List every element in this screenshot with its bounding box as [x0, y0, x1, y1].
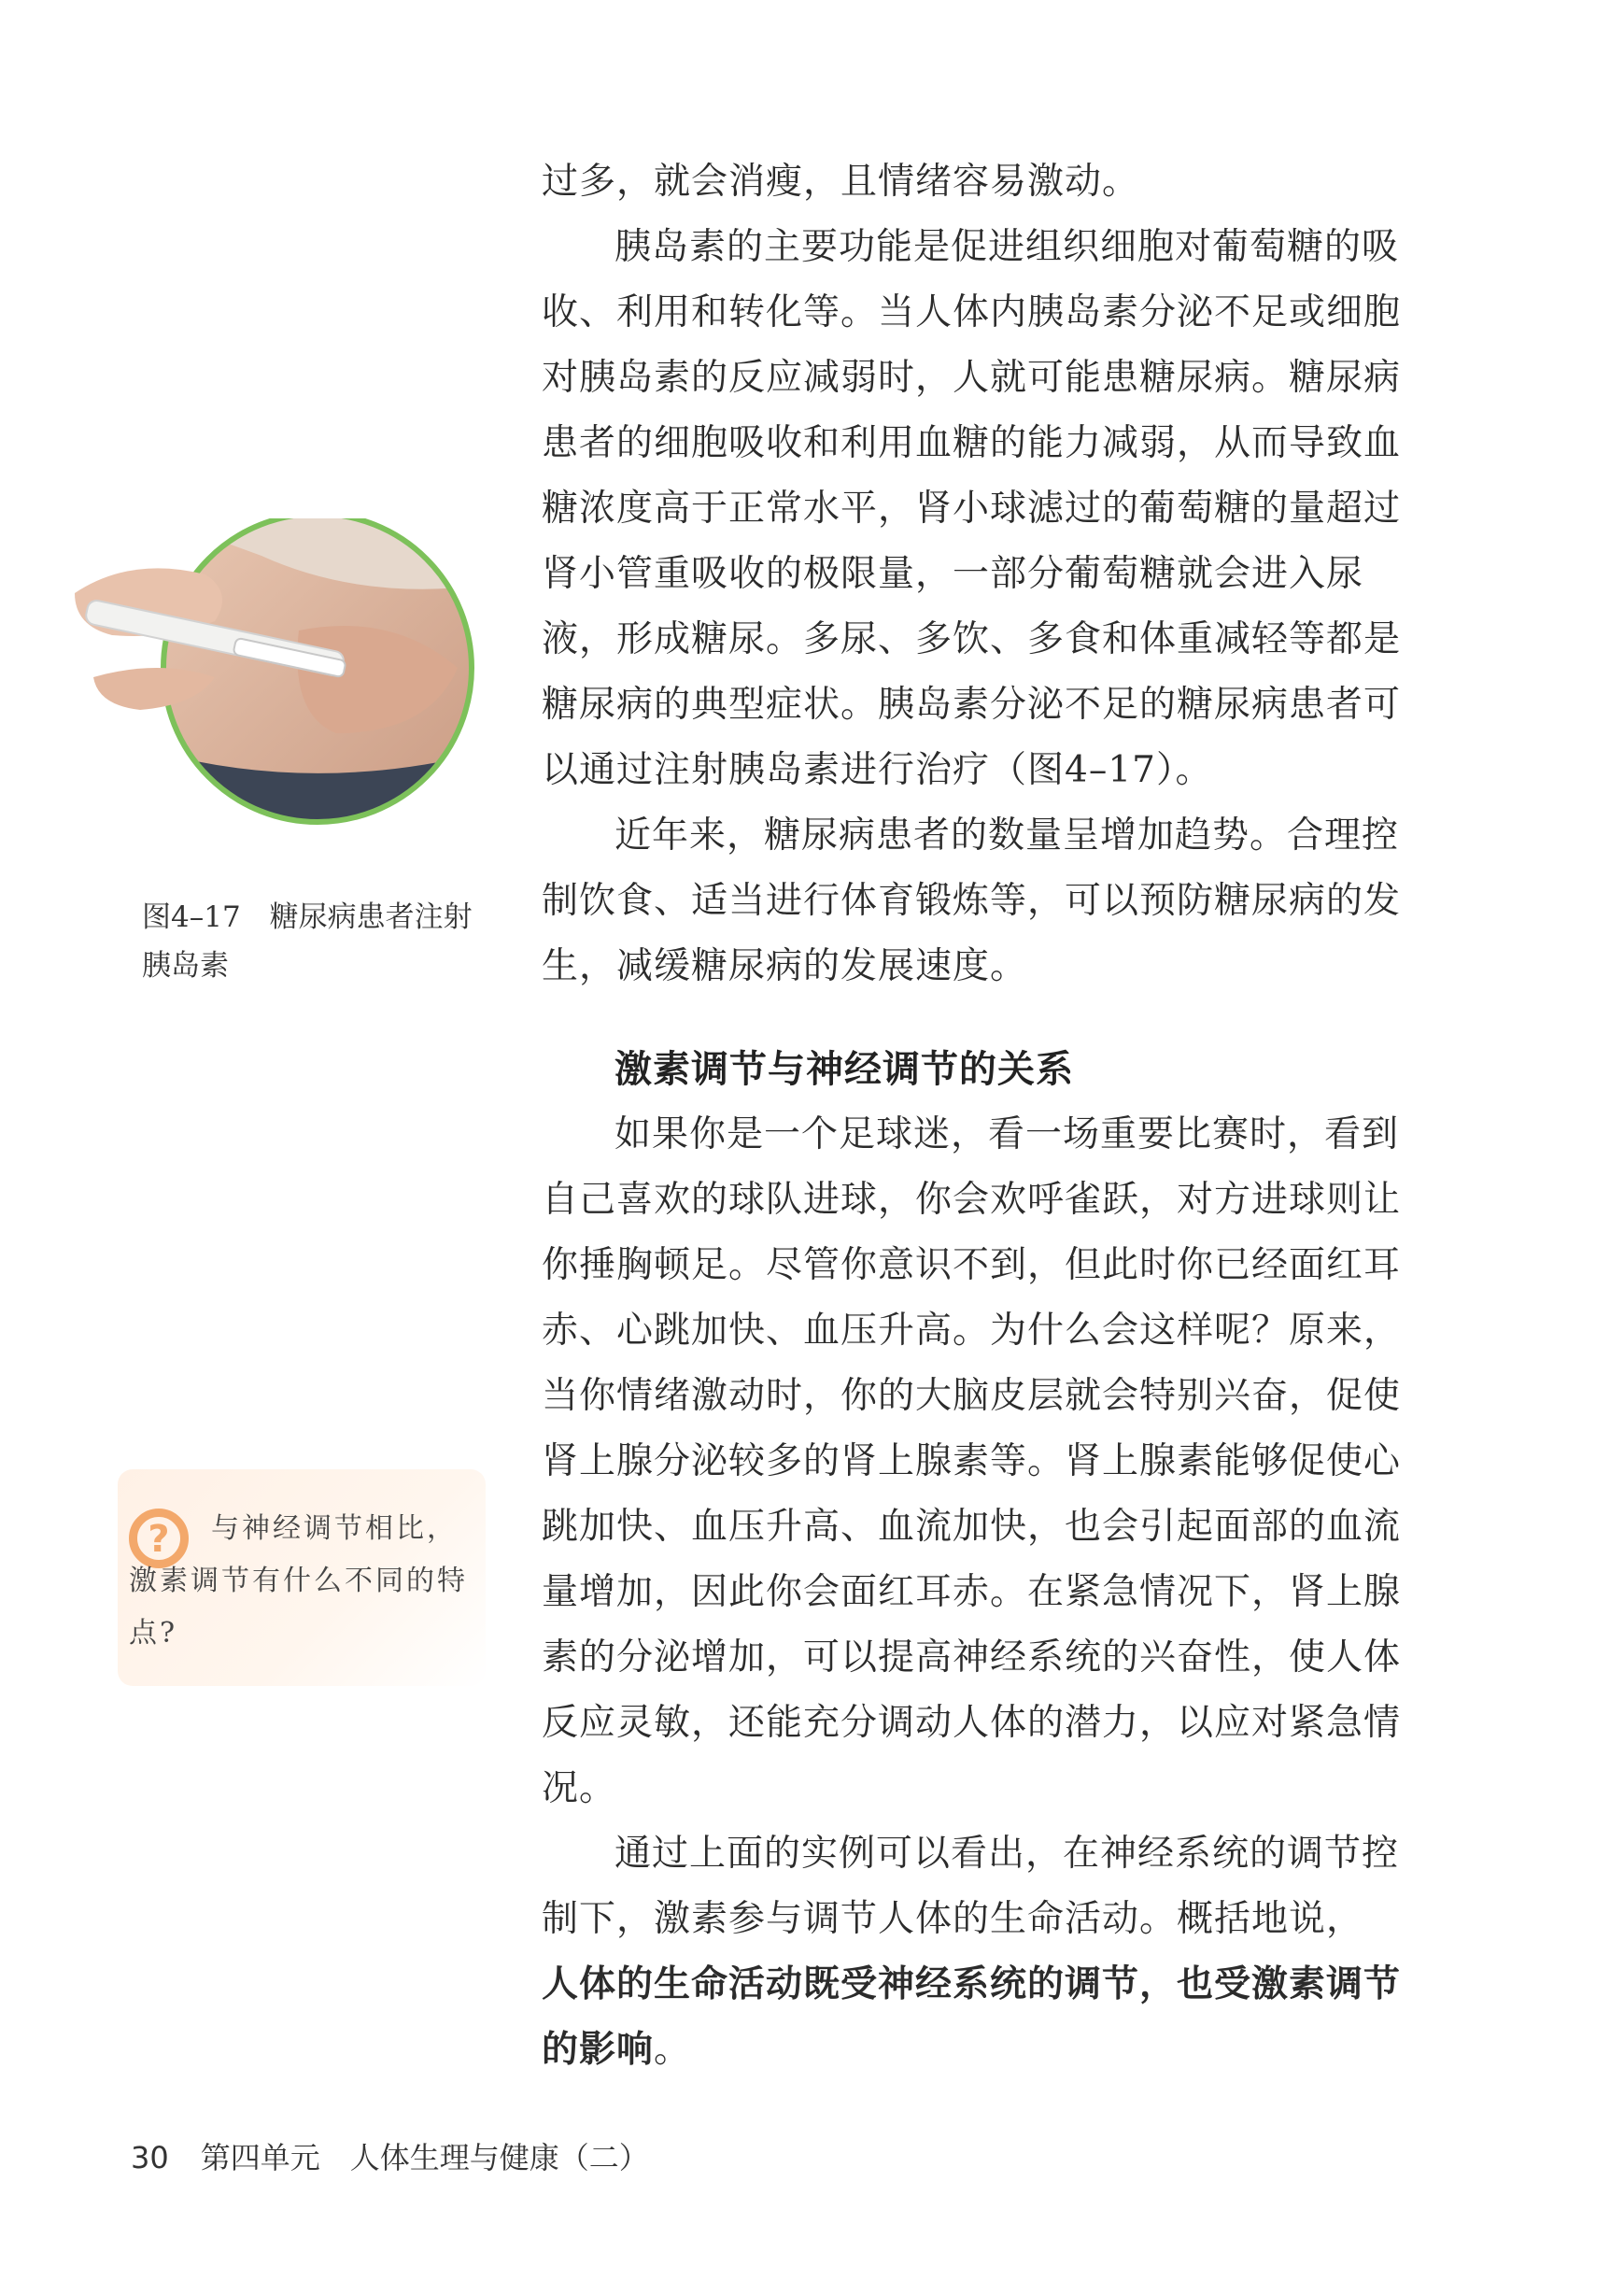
paragraph: 过多，就会消瘦，且情绪容易激动。	[542, 161, 1140, 203]
insulin-injection-photo	[56, 518, 495, 836]
callout-question: 与神经调节相比，激素调节有什么不同的特点?	[129, 1512, 468, 1650]
main-text	[542, 149, 1401, 2083]
paragraph: 胰岛素的主要功能是促进组织细胞对葡萄糖的吸收、利用和转化等。当人体内胰岛素分泌不足或细胞对胰岛素的反应减弱时，人就可能患糖尿病。糖尿病患者的细胞吸收和利用血糖的能力减弱，从而导致血糖浓度高于正常水平，肾小球滤过的葡萄糖的量超过肾小管重吸收的极限量，一部分葡萄糖就会进入尿液，形成糖尿。多尿、多饮、多食和体重减轻等都是糖尿病的典型症状。胰岛素分泌不足的糖尿病患者可以通过注射胰岛素进行治疗（图4–17）。	[542, 226, 1402, 791]
paragraph: 近年来，糖尿病患者的数量呈增加趋势。合理控制饮食、适当进行体育锻炼等，可以预防糖尿病的发生，减缓糖尿病的发展速度。	[542, 815, 1402, 987]
page-footer	[131, 2134, 649, 2177]
paragraph-end: 。	[654, 2029, 692, 2071]
question-mark-icon: ?	[129, 1509, 189, 1568]
page-number: 30	[131, 2140, 169, 2175]
section-heading: 激素调节与神经调节的关系	[614, 1048, 1074, 1091]
unit-title: 第四单元 人体生理与健康（二）	[200, 2140, 649, 2175]
paragraph	[542, 1821, 1401, 2083]
paragraph: 如果你是一个足球迷，看一场重要比赛时，看到自己喜欢的球队进球，你会欢呼雀跃，对方进球则让你捶胸顿足。尽管你意识不到，但此时你已经面红耳赤、心跳加快、血压升高。为什么会这样呢？原来，当你情绪激动时，你的大脑皮层就会特别兴奋，促使肾上腺分泌较多的肾上腺素等。肾上腺素能够促使心跳加快、血压升高、血流加快，也会引起面部的血流量增加，因此你会面红耳赤。在紧急情况下，肾上腺素的分泌增加，可以提高神经系统的兴奋性，使人体反应灵敏，还能充分调动人体的潜力，以应对紧急情况。	[542, 1113, 1402, 1809]
figure-caption: 图4–17 糖尿病患者注射胰岛素	[142, 900, 473, 983]
key-conclusion: 人体的生命活动既受神经系统的调节，也受激素调节的影响	[542, 1963, 1402, 2071]
question-callout	[118, 1469, 486, 1686]
paragraph-text: 通过上面的实例可以看出，在神经系统的调节控制下，激素参与调节人体的生命活动。概括地说，	[542, 1833, 1400, 1940]
